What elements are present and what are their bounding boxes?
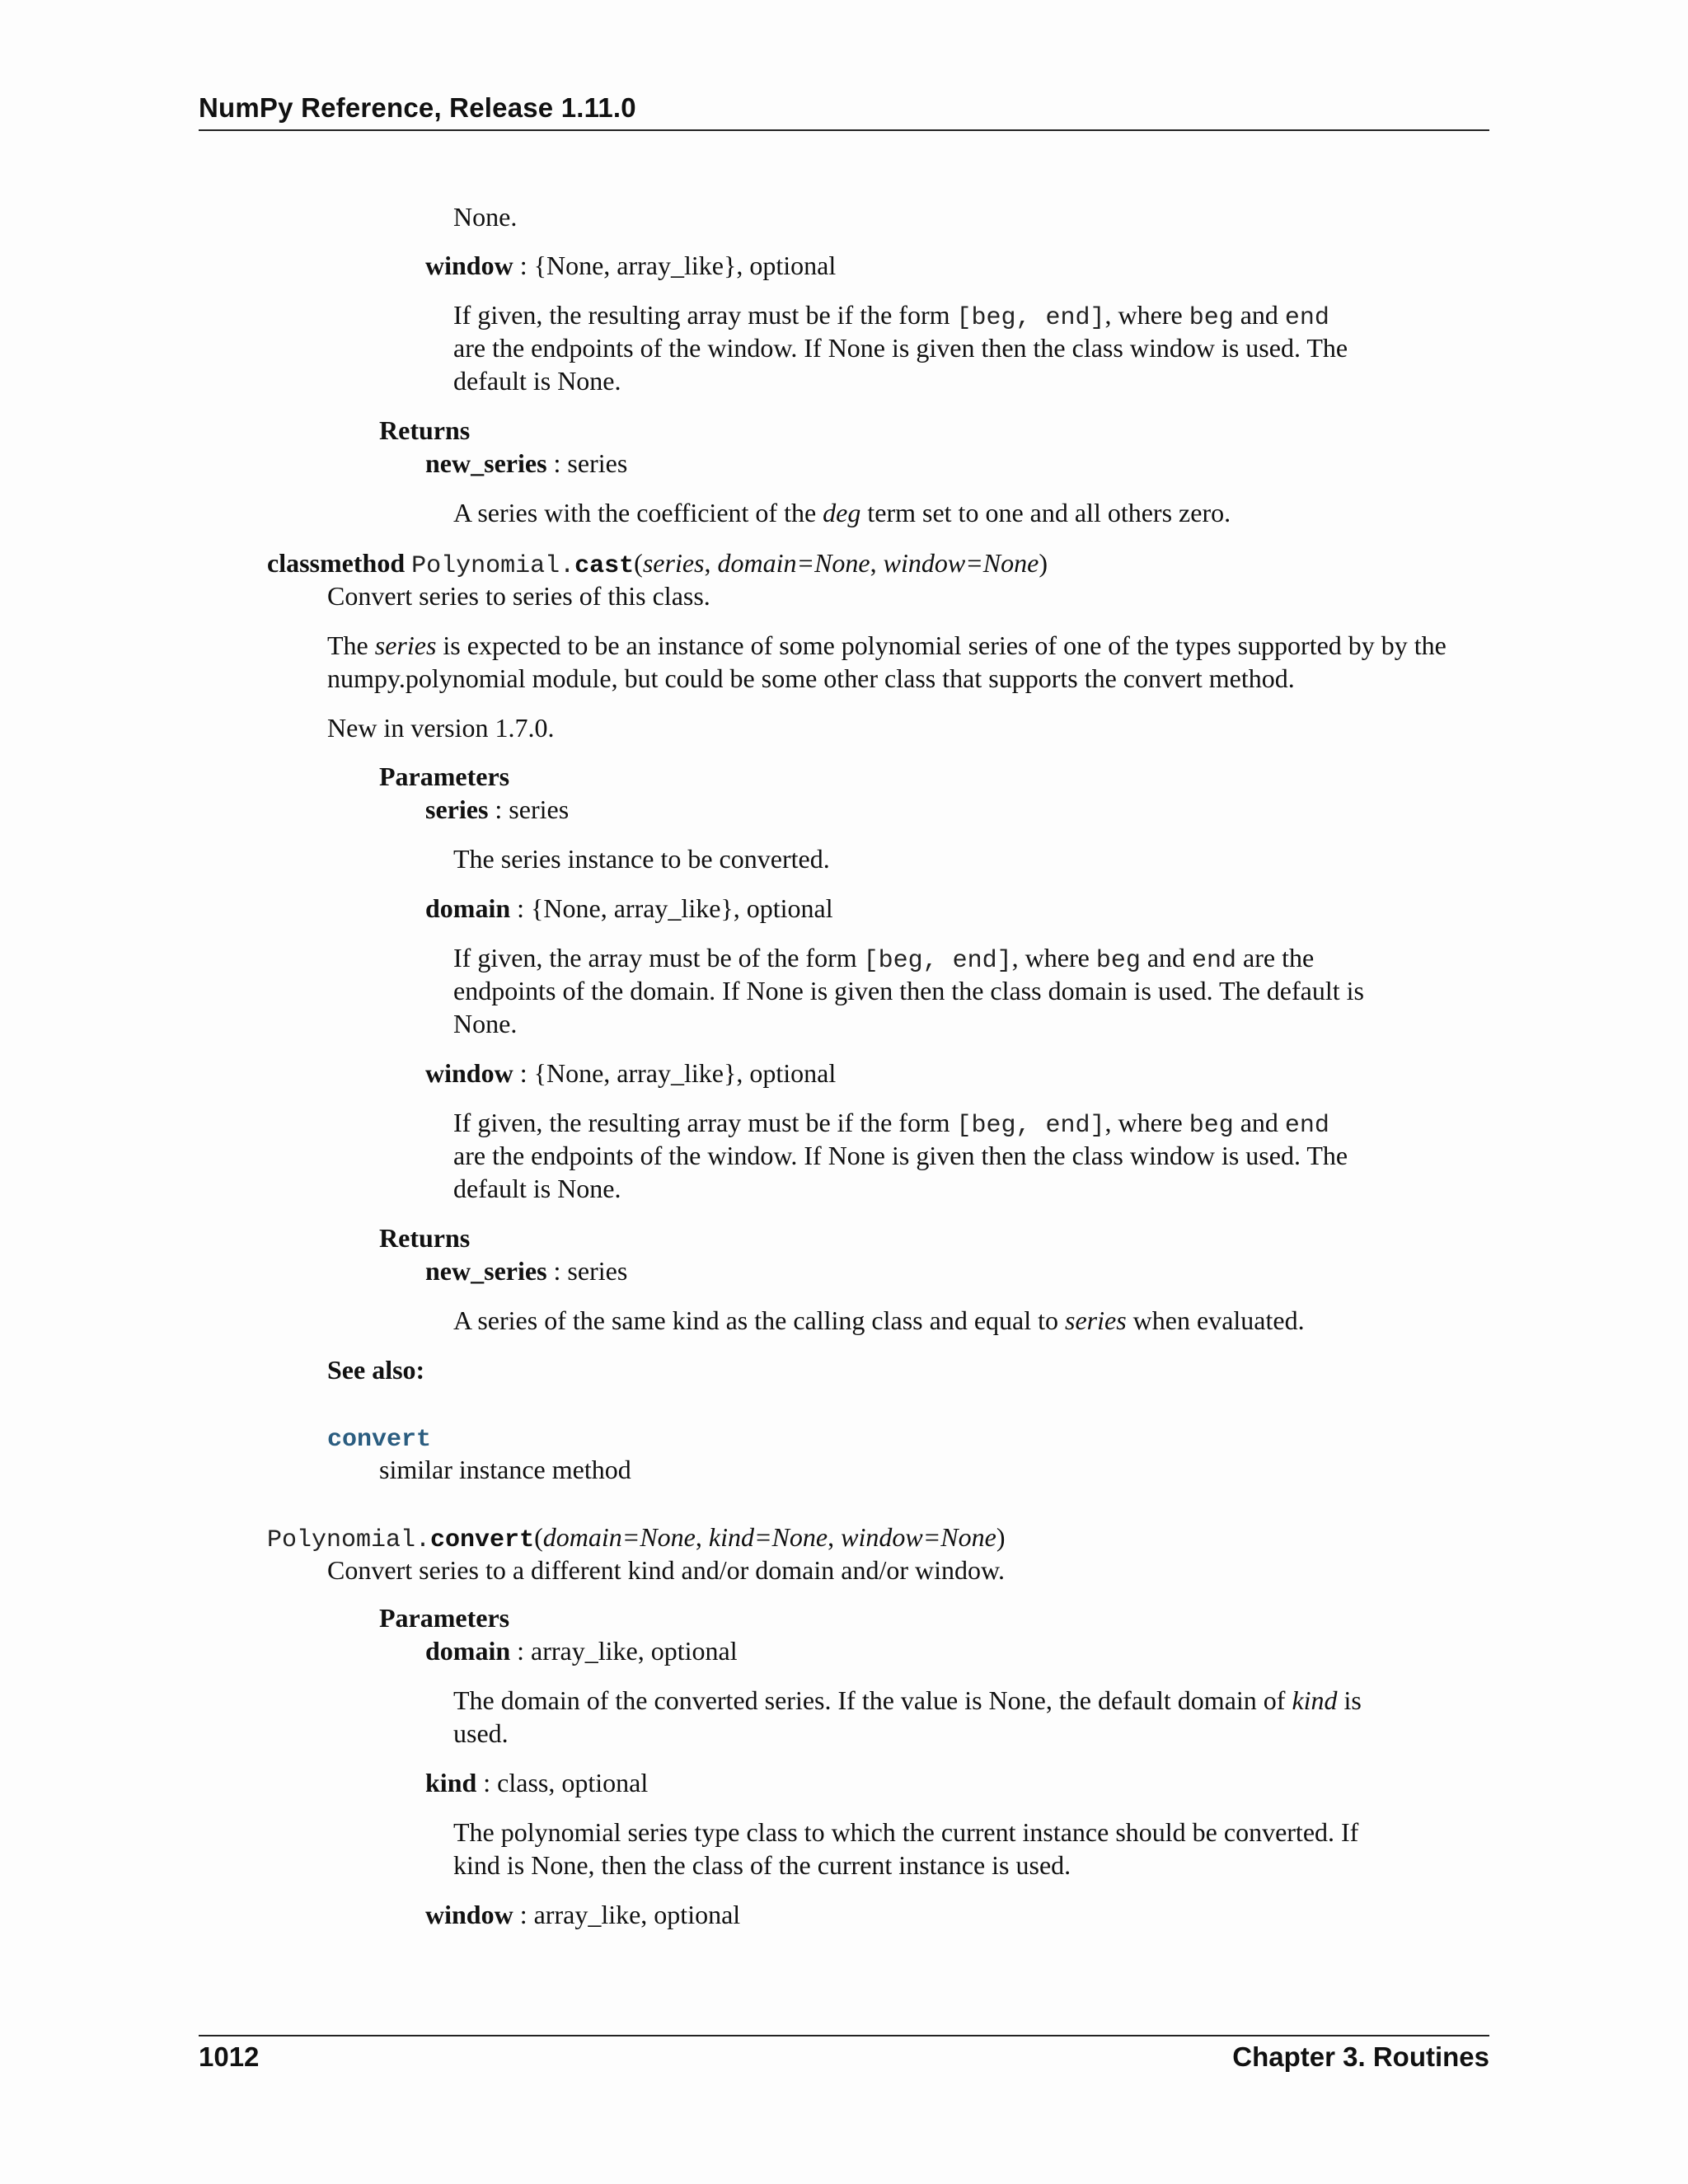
parameters-label: Parameters <box>379 762 510 791</box>
text-run: A series of the same kind as the calling class and equal to <box>453 1305 1066 1335</box>
method-description-line: numpy.polynomial module, but could be some other class that supports the convert method. <box>327 663 1295 693</box>
param-domain <box>425 1634 738 1667</box>
param-type: : class, optional <box>476 1768 649 1797</box>
chapter-title: Chapter 3. Routines <box>1232 2041 1489 2072</box>
footer-rule <box>199 2035 1489 2036</box>
param-domain-desc-line: endpoints of the domain. If None is given then the class domain is used. The default is <box>453 976 1364 1005</box>
param-name: window <box>425 1058 513 1088</box>
inline-code: [beg, end] <box>956 1112 1105 1140</box>
param-window-desc-line <box>453 1106 1329 1142</box>
return-value <box>425 1254 627 1287</box>
returns-label: Returns <box>379 1223 471 1253</box>
param-window-desc-line: default is None. <box>453 1174 621 1203</box>
text-run: term set to one and all others zero. <box>860 498 1231 527</box>
text-run: , where <box>1104 1108 1189 1137</box>
param-series-desc: The series instance to be converted. <box>453 844 830 874</box>
text-run: and <box>1233 300 1285 330</box>
sig-sep: , <box>695 1522 709 1552</box>
inline-code: [beg, end] <box>863 947 1012 975</box>
param-series <box>425 793 569 826</box>
method-summary: Convert series to a different kind and/or domain and/or window. <box>327 1555 1006 1585</box>
param-domain <box>425 892 833 925</box>
sig-sep: , <box>870 548 884 578</box>
sig-paren: ( <box>634 548 643 578</box>
text-run: is <box>1337 1685 1362 1715</box>
method-description-line <box>327 629 1447 662</box>
param-domain-desc-line <box>453 1684 1362 1717</box>
inline-code: end <box>1284 304 1329 332</box>
text-run: The domain of the converted series. If the value is None, the default domain of <box>453 1685 1292 1715</box>
param-name: window <box>425 1900 513 1929</box>
param-type: : series <box>488 794 570 824</box>
see-also-link-line <box>327 1420 431 1456</box>
param-type: : array_like, optional <box>510 1636 738 1666</box>
text-run: and <box>1233 1108 1285 1137</box>
param-name: kind <box>425 1768 477 1797</box>
text-run: If given, the resulting array must be if the form <box>453 300 957 330</box>
return-name: new_series <box>425 448 547 478</box>
param-window-desc-line: are the endpoints of the window. If None is given then the class window is used. The <box>453 1141 1348 1170</box>
sig-param: domain=None <box>542 1522 696 1552</box>
sig-param: window=None <box>883 548 1039 578</box>
method-signature <box>267 1521 1005 1557</box>
return-desc <box>453 1304 1305 1337</box>
sig-sep: , <box>828 1522 842 1552</box>
return-desc <box>453 496 1231 529</box>
header-rule <box>199 129 1489 131</box>
text-run: The <box>327 630 375 660</box>
param-window-desc-line: are the endpoints of the window. If None is given then the class window is used. The <box>453 333 1348 363</box>
emphasis: series <box>374 630 437 660</box>
text-run: is expected to be an instance of some polynomial series of one of the types supported by by the <box>436 630 1447 660</box>
text-run: , where <box>1011 943 1096 972</box>
sig-paren: ) <box>1039 548 1048 578</box>
method-name: convert <box>430 1526 535 1554</box>
sig-sep: , <box>704 548 718 578</box>
sig-paren: ) <box>996 1522 1006 1552</box>
emphasis: kind <box>1292 1685 1338 1715</box>
emphasis: deg <box>823 498 861 527</box>
text-run: are the <box>1236 943 1315 972</box>
return-value <box>425 447 627 480</box>
inline-code: end <box>1284 1112 1329 1140</box>
class-prefix: Polynomial. <box>267 1526 431 1554</box>
param-window-desc-line <box>453 298 1329 335</box>
parameters-label: Parameters <box>379 1603 510 1633</box>
inline-code: [beg, end] <box>956 304 1105 332</box>
text-run: when evaluated. <box>1126 1305 1305 1335</box>
param-domain-desc-line: None. <box>453 1009 518 1038</box>
param-type: : {None, array_like}, optional <box>510 893 833 923</box>
return-type: : series <box>546 1256 628 1286</box>
page-number: 1012 <box>199 2041 260 2072</box>
text-run: If given, the resulting array must be if the form <box>453 1108 957 1137</box>
classmethod-keyword: classmethod <box>267 548 406 578</box>
sig-param: series <box>642 548 705 578</box>
method-signature <box>267 546 1048 583</box>
see-also-link-convert[interactable]: convert <box>327 1426 432 1454</box>
inline-code: beg <box>1189 304 1234 332</box>
param-window <box>425 249 836 282</box>
param-continuation: None. <box>453 202 518 232</box>
text-run: A series with the coefficient of the <box>453 498 823 527</box>
param-window <box>425 1057 836 1090</box>
text-run: and <box>1140 943 1193 972</box>
param-name: domain <box>425 893 511 923</box>
param-name: domain <box>425 1636 511 1666</box>
page-header-title: NumPy Reference, Release 1.11.0 <box>199 92 636 123</box>
inline-code: beg <box>1189 1112 1234 1140</box>
method-name: cast <box>574 552 635 580</box>
param-type: : array_like, optional <box>513 1900 741 1929</box>
return-type: : series <box>546 448 628 478</box>
param-kind-desc-line: kind is None, then the class of the current instance is used. <box>453 1850 1071 1880</box>
inline-code: beg <box>1095 947 1141 975</box>
sig-param: window=None <box>841 1522 996 1552</box>
return-name: new_series <box>425 1256 547 1286</box>
emphasis: series <box>1065 1305 1127 1335</box>
method-summary: Convert series to series of this class. <box>327 581 710 611</box>
param-window <box>425 1898 740 1931</box>
param-window-desc-line: default is None. <box>453 366 621 396</box>
inline-code: end <box>1192 947 1237 975</box>
param-name: window <box>425 251 513 280</box>
sig-paren: ( <box>534 1522 543 1552</box>
param-domain-desc-line: used. <box>453 1718 509 1748</box>
sig-param: domain=None <box>717 548 870 578</box>
version-note: New in version 1.7.0. <box>327 713 555 743</box>
param-kind <box>425 1766 648 1799</box>
param-domain-desc-line <box>453 941 1314 977</box>
see-also-label: See also: <box>327 1355 425 1385</box>
param-name: series <box>425 794 489 824</box>
see-also-desc: similar instance method <box>379 1455 631 1484</box>
param-type: : {None, array_like}, optional <box>513 1058 837 1088</box>
sig-param: kind=None <box>708 1522 828 1552</box>
text-run: If given, the array must be of the form <box>453 943 864 972</box>
class-prefix: Polynomial. <box>411 552 575 580</box>
param-type: : {None, array_like}, optional <box>513 251 837 280</box>
param-kind-desc-line: The polynomial series type class to which the current instance should be converted. If <box>453 1817 1359 1847</box>
text-run: , where <box>1104 300 1189 330</box>
returns-label: Returns <box>379 415 471 445</box>
